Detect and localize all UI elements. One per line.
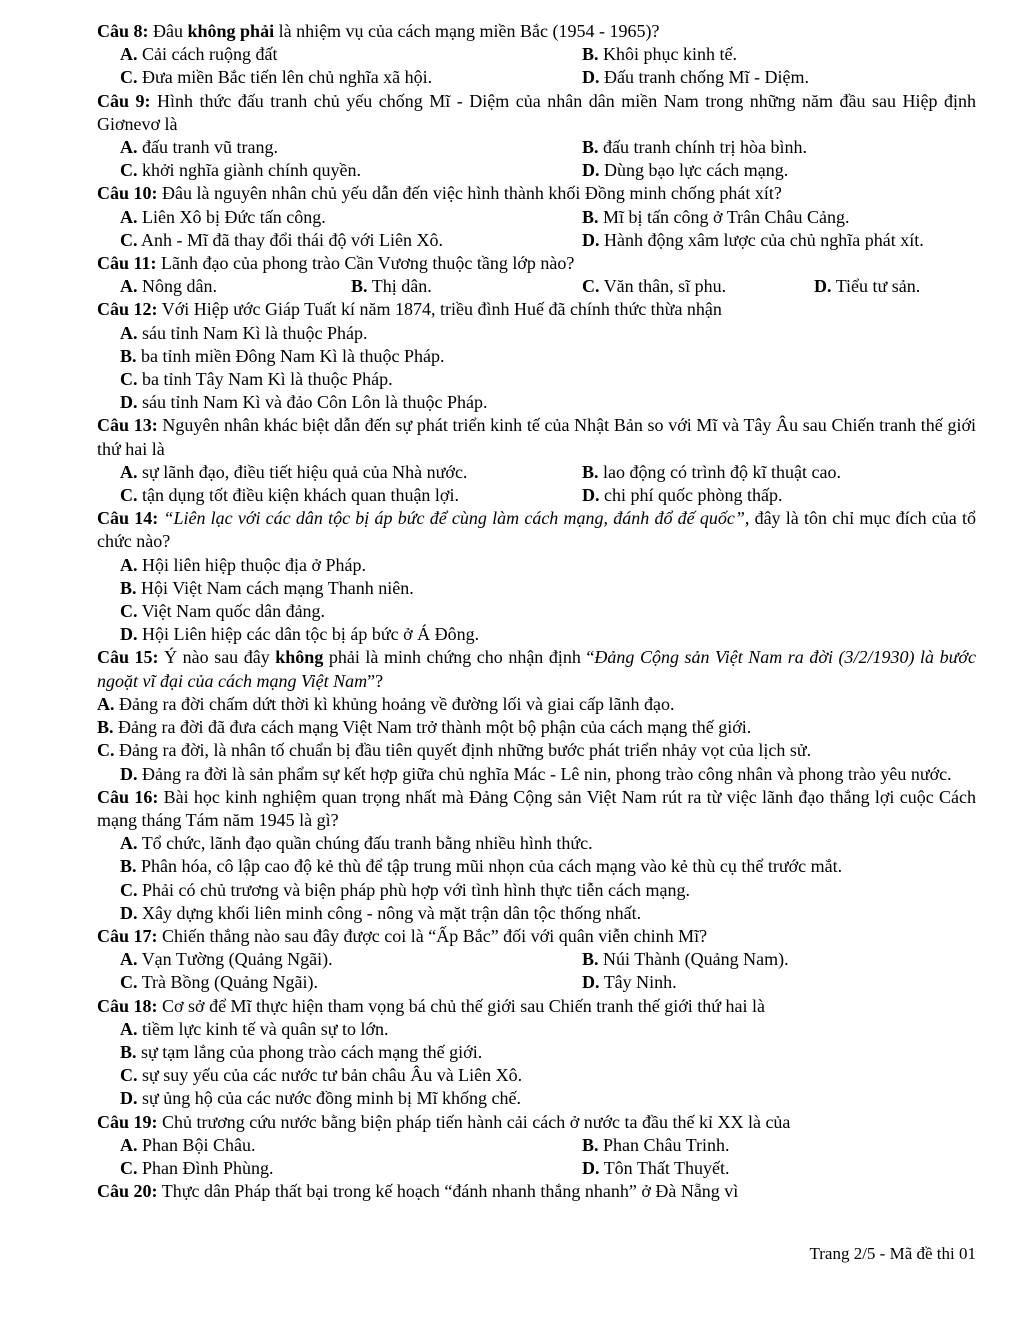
answer-option [120,1064,976,1087]
answer-option [120,461,582,484]
option-letter: D. [120,624,138,645]
option-text: Văn thân, sĩ phu. [603,276,727,297]
answer-option [97,693,976,716]
exam-page [97,20,976,1203]
option-letter: A. [120,1018,138,1039]
answer-option [120,948,582,971]
answer-option [120,855,976,878]
answer-option [120,1134,582,1157]
answer-option [582,484,976,507]
question-stem [97,507,976,553]
question-stem [97,995,976,1018]
option-letter: A. [120,949,138,970]
answer-option [120,1018,976,1041]
option-text: Hành động xâm lược của chủ nghĩa phát xít. [604,229,924,250]
option-text: khởi nghĩa giành chính quyền. [142,160,361,181]
option-letter: D. [582,67,600,88]
question-text: Ý nào sau đây [164,647,276,668]
option-letter: C. [582,276,600,297]
answer-option [351,275,582,298]
option-letter: D. [582,485,600,506]
answer-option [97,763,976,786]
option-letter: B. [582,949,599,970]
question-text: Cơ sở để Mĩ thực hiện tham vọng bá chủ thế giới sau Chiến tranh thế giới thứ hai là [162,995,765,1016]
option-text: Phan Châu Trinh. [603,1134,730,1155]
question-stem [97,1111,976,1134]
answer-option [120,971,582,994]
option-letter: A. [120,206,138,227]
option-text: lao động có trình độ kĩ thuật cao. [603,461,841,482]
answer-option [120,136,582,159]
question-text: Bài học kinh nghiệm quan trọng nhất mà Đảng Cộng sản Việt Nam rút ra từ việc lãnh đạo thắng lợi cuộc Cách mạng tháng Tám năm 1945 là gì? [97,786,976,830]
question-text: “Liên lạc với các dân tộc bị áp bức để cùng làm cách mạng, đánh đổ đế quốc” [163,508,745,529]
option-text: đấu tranh chính trị hòa bình. [603,137,807,158]
answer-option [814,275,976,298]
question-label: Câu 16: [97,786,159,807]
question-text: phải là minh chứng cho nhận định “ [323,647,595,668]
option-letter: C. [120,879,138,900]
question-label: Câu 9: [97,90,151,111]
option-letter: B. [582,206,599,227]
answer-option [120,832,976,855]
option-letter: A. [120,1134,138,1155]
answer-option [120,275,351,298]
question-stem [97,646,976,692]
option-text: Liên Xô bị Đức tấn công. [142,206,326,227]
option-text: Hội liên hiệp thuộc địa ở Pháp. [142,554,366,575]
option-text: ba tỉnh miền Đông Nam Kì là thuộc Pháp. [141,345,445,366]
question-text: Chiến thắng nào sau đây được coi là “Ấp Bắc” đối với quân viễn chinh Mĩ? [162,925,708,946]
question-text: Đảng Cộng sản Việt Nam ra đời (3/2/1930) là bước ngoặt vĩ đại của cách mạng Việt Nam [97,647,977,691]
answer-option [120,206,582,229]
answer-option [120,1087,976,1110]
option-text: ba tỉnh Tây Nam Kì là thuộc Pháp. [142,369,393,390]
question-text: Đâu là nguyên nhân chủ yếu dẫn đến việc hình thành khối Đồng minh chống phát xít? [162,183,782,204]
option-text: chi phí quốc phòng thấp. [604,485,783,506]
answer-option [582,971,976,994]
option-letter: A. [120,554,138,575]
option-text: Phan Bội Châu. [142,1134,256,1155]
option-text: Xây dựng khối liên minh công - nông và mặt trận dân tộc thống nhất. [142,902,642,923]
answer-options [97,275,976,298]
option-letter: B. [351,276,368,297]
question-text: không phải [187,21,275,41]
option-text: Đấu tranh chống Mĩ - Diệm. [604,67,809,88]
option-text: Đảng ra đời, là nhân tố chuẩn bị đầu tiên quyết định những bước phát triển nhảy vọt của lịch sử. [119,740,812,761]
option-text: Tiểu tư sản. [835,276,921,297]
answer-option [582,159,976,182]
answer-option [120,322,976,345]
option-text: tận dụng tốt điều kiện khách quan thuận lợi. [142,485,459,506]
question-label: Câu 8: [97,21,149,41]
option-letter: C. [120,972,138,993]
option-text: Mĩ bị tấn công ở Trân Châu Cảng. [603,206,850,227]
option-letter: C. [120,485,138,506]
option-text: Nông dân. [142,276,217,297]
question-stem [97,414,976,460]
option-text: sự lãnh đạo, điều tiết hiệu quả của Nhà nước. [142,461,468,482]
option-text: Hội Việt Nam cách mạng Thanh niên. [141,577,414,598]
option-letter: B. [582,137,599,158]
option-text: sáu tỉnh Nam Kì và đảo Côn Lôn là thuộc Pháp. [142,392,488,413]
answer-option [582,948,976,971]
question-stem [97,90,976,136]
question-label: Câu 14: [97,508,159,529]
option-text: Núi Thành (Quảng Nam). [603,949,789,970]
answer-option [120,484,582,507]
answer-option [120,623,976,646]
option-text: Khôi phục kinh tế. [603,44,737,65]
option-letter: B. [120,577,137,598]
option-letter: D. [814,276,832,297]
option-text: tiềm lực kinh tế và quân sự to lớn. [142,1018,389,1039]
option-text: Tổ chức, lãnh đạo quần chúng đấu tranh bằng nhiều hình thức. [141,833,593,854]
option-letter: A. [97,693,115,714]
answer-option [120,345,976,368]
question-label: Câu 12: [97,299,158,320]
option-letter: D. [582,972,600,993]
option-letter: B. [120,1041,137,1062]
option-text: sự tạm lắng của phong trào cách mạng thế giới. [141,1041,483,1062]
answer-option [120,1157,582,1180]
option-text: sự ủng hộ của các nước đồng minh bị Mĩ khống chế. [142,1088,521,1109]
option-letter: D. [582,160,600,181]
option-letter: C. [97,740,115,761]
question-text: Nguyên nhân khác biệt dẫn đến sự phát triển kinh tế của Nhật Bản so với Mĩ và Tây Âu sau Chiến tranh thế giới thứ hai là [97,415,976,459]
answer-option [582,206,976,229]
option-letter: C. [120,369,138,390]
option-letter: B. [97,717,114,738]
answer-option [582,66,976,89]
answer-option [97,739,976,762]
option-letter: C. [120,1065,138,1086]
option-letter: B. [582,44,599,65]
answer-option [582,136,976,159]
answer-options [97,693,976,786]
option-letter: C. [120,229,138,250]
option-text: Vạn Tường (Quảng Ngãi). [141,949,333,970]
answer-options [97,43,976,89]
answer-option [120,902,976,925]
question-stem [97,925,976,948]
option-letter: A. [120,833,138,854]
answer-option [582,43,976,66]
question-text: không [275,647,324,668]
question-label: Câu 19: [97,1111,158,1132]
option-letter: A. [120,276,138,297]
answer-option [120,391,976,414]
answer-options [97,832,976,925]
question-label: Câu 11: [97,253,157,274]
option-text: sự suy yếu của các nước tư bản châu Âu và Liên Xô. [142,1065,523,1086]
answer-options [97,322,976,415]
question-label: Câu 17: [97,925,158,946]
question-label: Câu 10: [97,183,158,204]
answer-options [97,136,976,182]
option-text: Việt Nam quốc dân đảng. [141,601,326,622]
option-text: Cải cách ruộng đất [142,44,278,65]
option-text: Phan Đình Phùng. [142,1157,274,1178]
option-text: đấu tranh vũ trang. [142,137,278,158]
page-footer: Trang 2/5 - Mã đề thi 01 [809,1244,976,1263]
option-text: Tây Ninh. [603,972,677,993]
answer-options [97,554,976,647]
question-stem [97,252,976,275]
option-text: Đảng ra đời chấm dứt thời kì khủng hoảng về đường lối và giai cấp lãnh đạo. [119,693,675,714]
question-text: , đây là tôn chỉ mục đích của tổ chức nào? [97,508,976,552]
answer-option [120,600,976,623]
answer-option [120,1041,976,1064]
option-letter: B. [582,1134,599,1155]
option-letter: D. [120,1088,138,1109]
option-letter: B. [120,345,137,366]
option-letter: A. [120,322,138,343]
answer-option [120,66,582,89]
answer-option [120,43,582,66]
option-letter: D. [582,229,600,250]
option-letter: B. [120,856,137,877]
question-text: Đâu [153,21,188,41]
option-letter: D. [120,392,138,413]
option-text: Phải có chủ trương và biện pháp phù hợp với tình hình thực tiễn cách mạng. [142,879,690,900]
question-label: Câu 13: [97,415,158,436]
answer-options [97,206,976,252]
question-text: Thực dân Pháp thất bại trong kế hoạch “đánh nhanh thắng nhanh” ở Đà Nẵng vì [161,1181,739,1202]
option-text: Anh - Mĩ đã thay đổi thái độ với Liên Xô. [141,229,443,250]
answer-option [582,275,814,298]
question-stem [97,20,976,43]
option-text: Dùng bạo lực cách mạng. [604,160,789,181]
answer-option [97,716,976,739]
option-letter: C. [120,601,138,622]
option-text: Thị dân. [371,276,432,297]
question-stem [97,786,976,832]
answer-options [97,461,976,507]
answer-option [120,368,976,391]
question-stem [97,298,976,321]
question-label: Câu 18: [97,995,158,1016]
option-text: Đảng ra đời là sản phẩm sự kết hợp giữa chủ nghĩa Mác - Lê nin, phong trào công nhân và phong trào yêu nước. [142,763,952,784]
option-text: Trà Bồng (Quảng Ngãi). [141,972,319,993]
question-text: là nhiệm vụ của cách mạng miền Bắc (1954 - 1965)? [274,21,660,41]
question-text: Với Hiệp ước Giáp Tuất kí năm 1874, triều đình Huế đã chính thức thừa nhận [161,299,722,320]
answer-option [120,577,976,600]
option-text: Hội Liên hiệp các dân tộc bị áp bức ở Á Đông. [142,624,480,645]
option-letter: D. [582,1157,600,1178]
answer-options [97,1134,976,1180]
answer-option [120,229,582,252]
answer-option [582,1134,976,1157]
answer-options [97,948,976,994]
question-text: Hình thức đấu tranh chủ yếu chống Mĩ - Diệm của nhân dân miền Nam trong những năm đầu sau Hiệp định Giơnevơ là [97,90,976,134]
option-text: Phân hóa, cô lập cao độ kẻ thù để tập trung mũi nhọn của cách mạng vào kẻ thù cụ thể trước mắt. [141,856,843,877]
option-letter: C. [120,1157,138,1178]
answer-option [582,461,976,484]
answer-option [120,554,976,577]
question-text: Lãnh đạo của phong trào Cần Vương thuộc tầng lớp nào? [161,253,575,274]
answer-option [582,229,976,252]
answer-option [582,1157,976,1180]
question-label: Câu 20: [97,1181,158,1202]
option-text: sáu tỉnh Nam Kì là thuộc Pháp. [142,322,368,343]
option-letter: C. [120,160,138,181]
option-text: Đảng ra đời đã đưa cách mạng Việt Nam trở thành một bộ phận của cách mạng thế giới. [118,717,752,738]
option-letter: B. [582,461,599,482]
option-text: Đưa miền Bắc tiến lên chủ nghĩa xã hội. [142,67,433,88]
option-letter: A. [120,461,138,482]
option-letter: D. [120,763,138,784]
question-text: Chủ trương cứu nước bằng biện pháp tiến hành cải cách ở nước ta đầu thế kỉ XX là của [162,1111,791,1132]
option-text: Tôn Thất Thuyết. [603,1157,730,1178]
option-letter: D. [120,902,138,923]
question-stem [97,182,976,205]
answer-option [120,879,976,902]
option-letter: C. [120,67,138,88]
question-text: ”? [367,670,384,691]
question-label: Câu 15: [97,647,159,668]
answer-options [97,1018,976,1111]
answer-option [120,159,582,182]
question-stem [97,1180,976,1203]
option-letter: A. [120,137,138,158]
option-letter: A. [120,44,138,65]
